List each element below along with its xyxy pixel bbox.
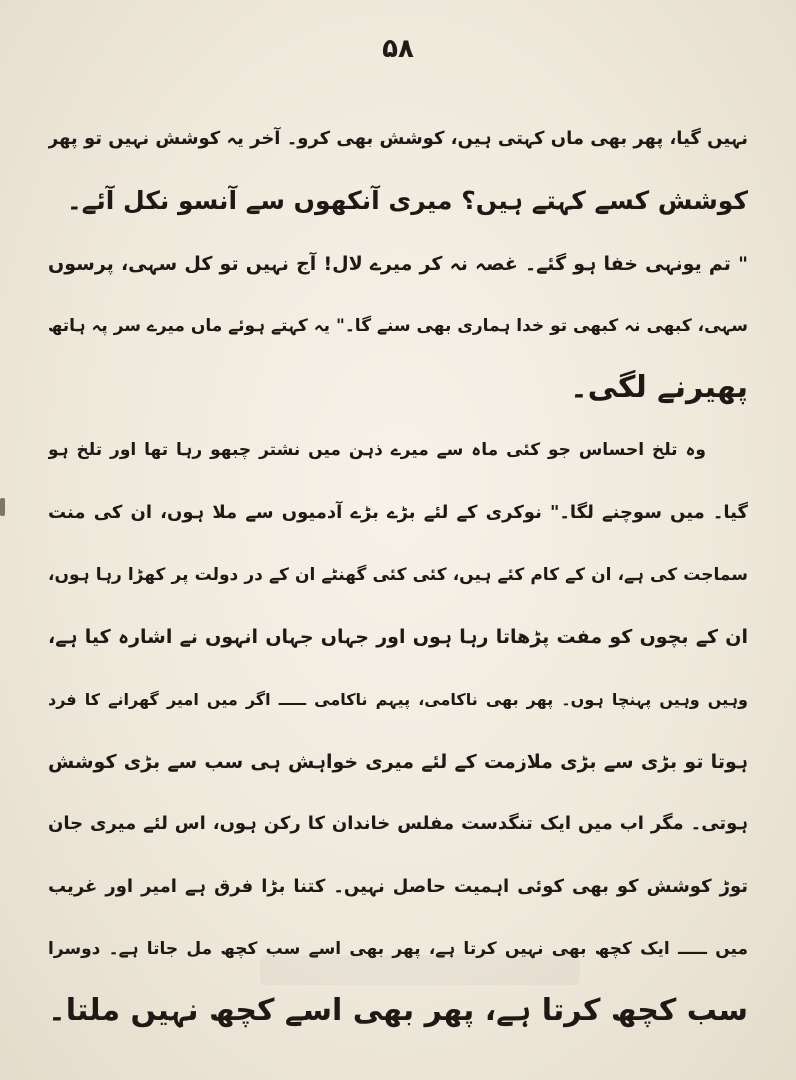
text-line: ہوتی۔ مگر اب میں ایک تنگدست مفلس خاندان کا رکن ہوں، اس لئے میری جان xyxy=(48,813,748,835)
text-line: سماجت کی ہے، ان کے کام کئے ہیں، کئی کئی گھنٹے ان کے در دولت پر کھڑا رہا ہوں، xyxy=(48,565,748,586)
text-line: ہوتا تو بڑی سے بڑی ملازمت کے لئے میری خواہش ہی سب سے بڑی کوشش xyxy=(48,750,748,773)
text-line: سہی، کبھی نہ کبھی تو خدا ہماری بھی سنے گا۔" یہ کہتے ہوئے ماں میرے سر پہ ہاتھ xyxy=(48,315,748,336)
text-line: وہ تلخ احساس جو کئی ماہ سے میرے ذہن میں نشتر چبھو رہا تھا اور تلخ ہو xyxy=(48,440,706,461)
text-line: میں ـــــ ایک کچھ بھی نہیں کرتا ہے، پھر بھی اسے سب کچھ مل جاتا ہے۔ دوسرا xyxy=(48,938,748,959)
text-line: پھیرنے لگی۔ xyxy=(570,370,748,406)
page-edge-mark xyxy=(0,498,5,516)
text-line: گیا۔ میں سوچنے لگا۔" نوکری کے لئے بڑے بڑے آدمیوں سے ملا ہوں، ان کی منت xyxy=(48,501,748,523)
text-line: سب کچھ کرتا ہے، پھر بھی اسے کچھ نہیں ملتا۔ xyxy=(48,993,748,1029)
text-line: نہیں گیا، پھر بھی ماں کہتی ہیں، کوشش بھی کرو۔ آخر یہ کوشش نہیں تو پھر xyxy=(48,128,748,149)
text-line: وہیں وہیں پہنچا ہوں۔ پھر بھی ناکامی، پیہم ناکامی ـــــ اگر میں امیر گھرانے کا فرد xyxy=(48,689,748,709)
text-line: کوشش کسے کہتے ہیں؟ میری آنکھوں سے آنسو نکل آئے۔ xyxy=(67,186,748,216)
page-body-text xyxy=(48,108,748,1042)
text-line: توڑ کوشش کو بھی کوئی اہمیت حاصل نہیں۔ کتنا بڑا فرق ہے امیر اور غریب xyxy=(48,875,748,897)
text-line: ان کے بچوں کو مفت پڑھاتا رہا ہوں اور جہاں جہاں انہوں نے اشارہ کیا ہے، xyxy=(48,626,748,649)
text-line: " تم یونہی خفا ہو گئے۔ غصہ نہ کر میرے لال! آج نہیں تو کل سہی، پرسوں xyxy=(48,252,748,275)
page-number: ۵۸ xyxy=(382,34,414,64)
